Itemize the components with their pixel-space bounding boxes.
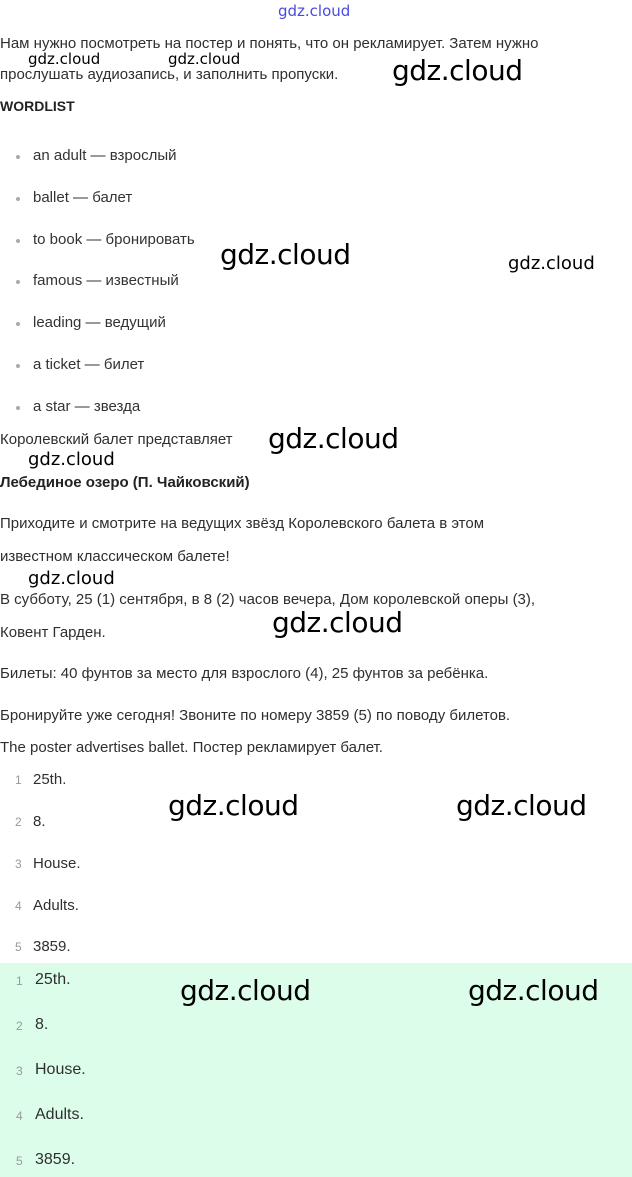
watermark: gdz.cloud (508, 253, 595, 274)
poster-para2-line2: Ковент Гарден. (0, 624, 106, 641)
bullet-icon (16, 406, 20, 410)
poster-line-1: Королевский балет представляет (0, 431, 233, 448)
wordlist-title: WORDLIST (0, 98, 75, 114)
bullet-icon (16, 239, 20, 243)
watermark-top: gdz.cloud (278, 2, 351, 20)
watermark: gdz.cloud (28, 449, 115, 470)
watermark: gdz.cloud (272, 606, 403, 639)
bullet-icon (16, 155, 20, 159)
bullet-icon (16, 280, 20, 284)
list-item: to book — бронировать (0, 224, 195, 266)
list-item: a ticket — билет (0, 349, 195, 391)
list-item: a star — звезда (0, 391, 195, 433)
list-item: leading — ведущий (0, 307, 195, 349)
wordlist (0, 140, 195, 433)
bullet-icon (16, 364, 20, 368)
poster-para1-line2: известном классическом балете! (0, 548, 230, 565)
list-item: ballet — балет (0, 182, 195, 224)
bullet-icon (16, 197, 20, 201)
watermark: gdz.cloud (456, 789, 587, 822)
watermark: gdz.cloud (180, 974, 311, 1007)
bullet-icon (16, 322, 20, 326)
poster-para2-line1: В субботу, 25 (1) сентября, в 8 (2) часов вечера, Дом королевской оперы (3), (0, 591, 536, 608)
list-item: an adult — взрослый (0, 140, 195, 182)
watermark: gdz.cloud (468, 974, 599, 1007)
watermark: gdz.cloud (268, 422, 399, 455)
watermark: gdz.cloud (168, 789, 299, 822)
list-item: famous — известный (0, 265, 195, 307)
intro-line-2: прослушать аудиозапись, и заполнить пропуски. (0, 66, 339, 83)
watermark: gdz.cloud (392, 54, 523, 87)
poster-para4: Бронируйте уже сегодня! Звоните по номеру 3859 (5) по поводу билетов. (0, 707, 511, 724)
poster-para1-line1: Приходите и смотрите на ведущих звёзд Королевского балета в этом (0, 515, 485, 532)
watermark: gdz.cloud (220, 238, 351, 271)
watermark: gdz.cloud (28, 50, 101, 68)
poster-para3: Билеты: 40 фунтов за место для взрослого (4), 25 фунтов за ребёнка. (0, 665, 489, 682)
watermark: gdz.cloud (168, 50, 241, 68)
answer-highlight-box: 1 25th. 2 8. 3 House. 4 Adults. 5 3859. (0, 963, 632, 1177)
intro-line-1: Нам нужно посмотреть на постер и понять, что он рекламирует. Затем нужно (0, 35, 539, 52)
watermark: gdz.cloud (28, 568, 115, 589)
poster-title: Лебединое озеро (П. Чайковский) (0, 474, 250, 491)
poster-conclusion: The poster advertises ballet. Постер рекламирует балет. (0, 739, 383, 756)
